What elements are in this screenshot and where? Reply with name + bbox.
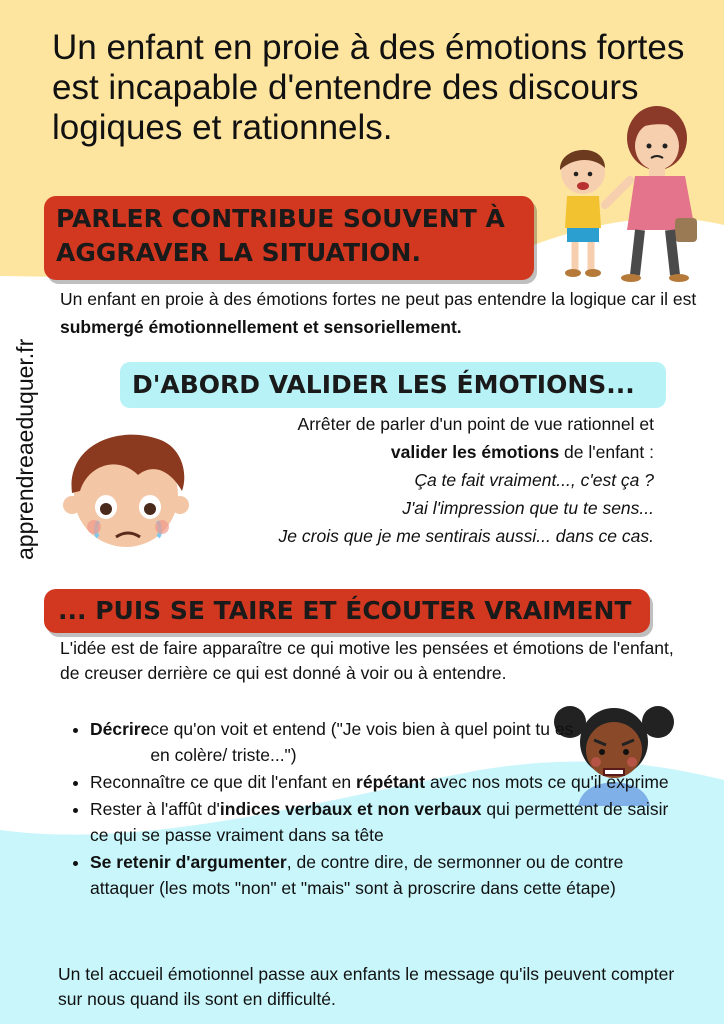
bullet-1-post: ce qu'on voit et entend ("Je vois bien à quel point tu es en colère/ triste...") xyxy=(150,719,574,765)
section2-intro-line1: Arrêter de parler d'un point de vue rationnel et xyxy=(297,414,654,434)
bullet-2-pre: Reconnaître ce que dit l'enfant en xyxy=(90,772,357,792)
bullet-3-bold: indices verbaux et non verbaux xyxy=(219,799,482,819)
list-item xyxy=(90,769,690,795)
bullet-3-pre: Rester à l'affût d' xyxy=(90,799,220,819)
page-title: Un enfant en proie à des émotions fortes est incapable d'entendre des discours logiques et rationnels. xyxy=(52,28,685,147)
list-item xyxy=(90,849,690,901)
bullet-3-post: qui permettent de saisir ce qui se passe vraiment dans sa tête xyxy=(90,799,669,845)
section1-text xyxy=(60,285,710,341)
section2-text xyxy=(190,410,654,550)
banner-validate-emotions: D'ABORD VALIDER LES ÉMOTIONS... xyxy=(120,362,666,408)
section1-text-bold: submergé émotionnellement et sensoriellement. xyxy=(60,317,462,337)
bullet-1-bold: Décrire xyxy=(90,719,151,739)
bullet-4-post: , de contre dire, de sermonner ou de contre attaquer (les mots "non" et "mais" sont à proscrire dans cette étape) xyxy=(90,852,624,898)
quote-3: Je crois que je me sentirais aussi... dans ce cas. xyxy=(278,526,654,546)
bullet-2-post: avec nos mots ce qu'il exprime xyxy=(425,772,669,792)
list-item xyxy=(90,796,690,848)
mother-child-illustration xyxy=(545,100,720,285)
bullet-2-bold: répétant xyxy=(356,772,426,792)
list-item xyxy=(90,716,690,768)
conclusion-text: Un tel accueil émotionnel passe aux enfants le message qu'ils peuvent compter sur nous quand ils sont en difficulté. xyxy=(58,964,675,1009)
banner-speaking-aggravates: PARLER CONTRIBUE SOUVENT À AGGRAVER LA SITUATION. xyxy=(44,196,534,280)
section2-intro-end: de l'enfant : xyxy=(559,442,654,462)
section1-text-start: Un enfant en proie à des émotions fortes ne peut pas entendre la logique car il est xyxy=(60,289,697,309)
crying-boy-illustration xyxy=(58,425,193,560)
bullet-4-bold: Se retenir d'argumenter xyxy=(90,852,287,872)
section2-intro-line2 xyxy=(190,438,654,466)
quote-1: Ça te fait vraiment..., c'est ça ? xyxy=(414,470,654,490)
section3-intro: L'idée est de faire apparaître ce qui motive les pensées et émotions de l'enfant, de creuser derrière ce qui est donné à voir ou à entendre. xyxy=(60,638,674,683)
banner-listen-truly: ... PUIS SE TAIRE ET ÉCOUTER VRAIMENT xyxy=(44,589,650,633)
quote-2: J'ai l'impression que tu te sens... xyxy=(402,498,654,518)
advice-list xyxy=(62,716,690,902)
website-url: apprendreaeduquer.fr xyxy=(12,338,38,560)
section2-intro-bold: valider les émotions xyxy=(390,442,560,462)
